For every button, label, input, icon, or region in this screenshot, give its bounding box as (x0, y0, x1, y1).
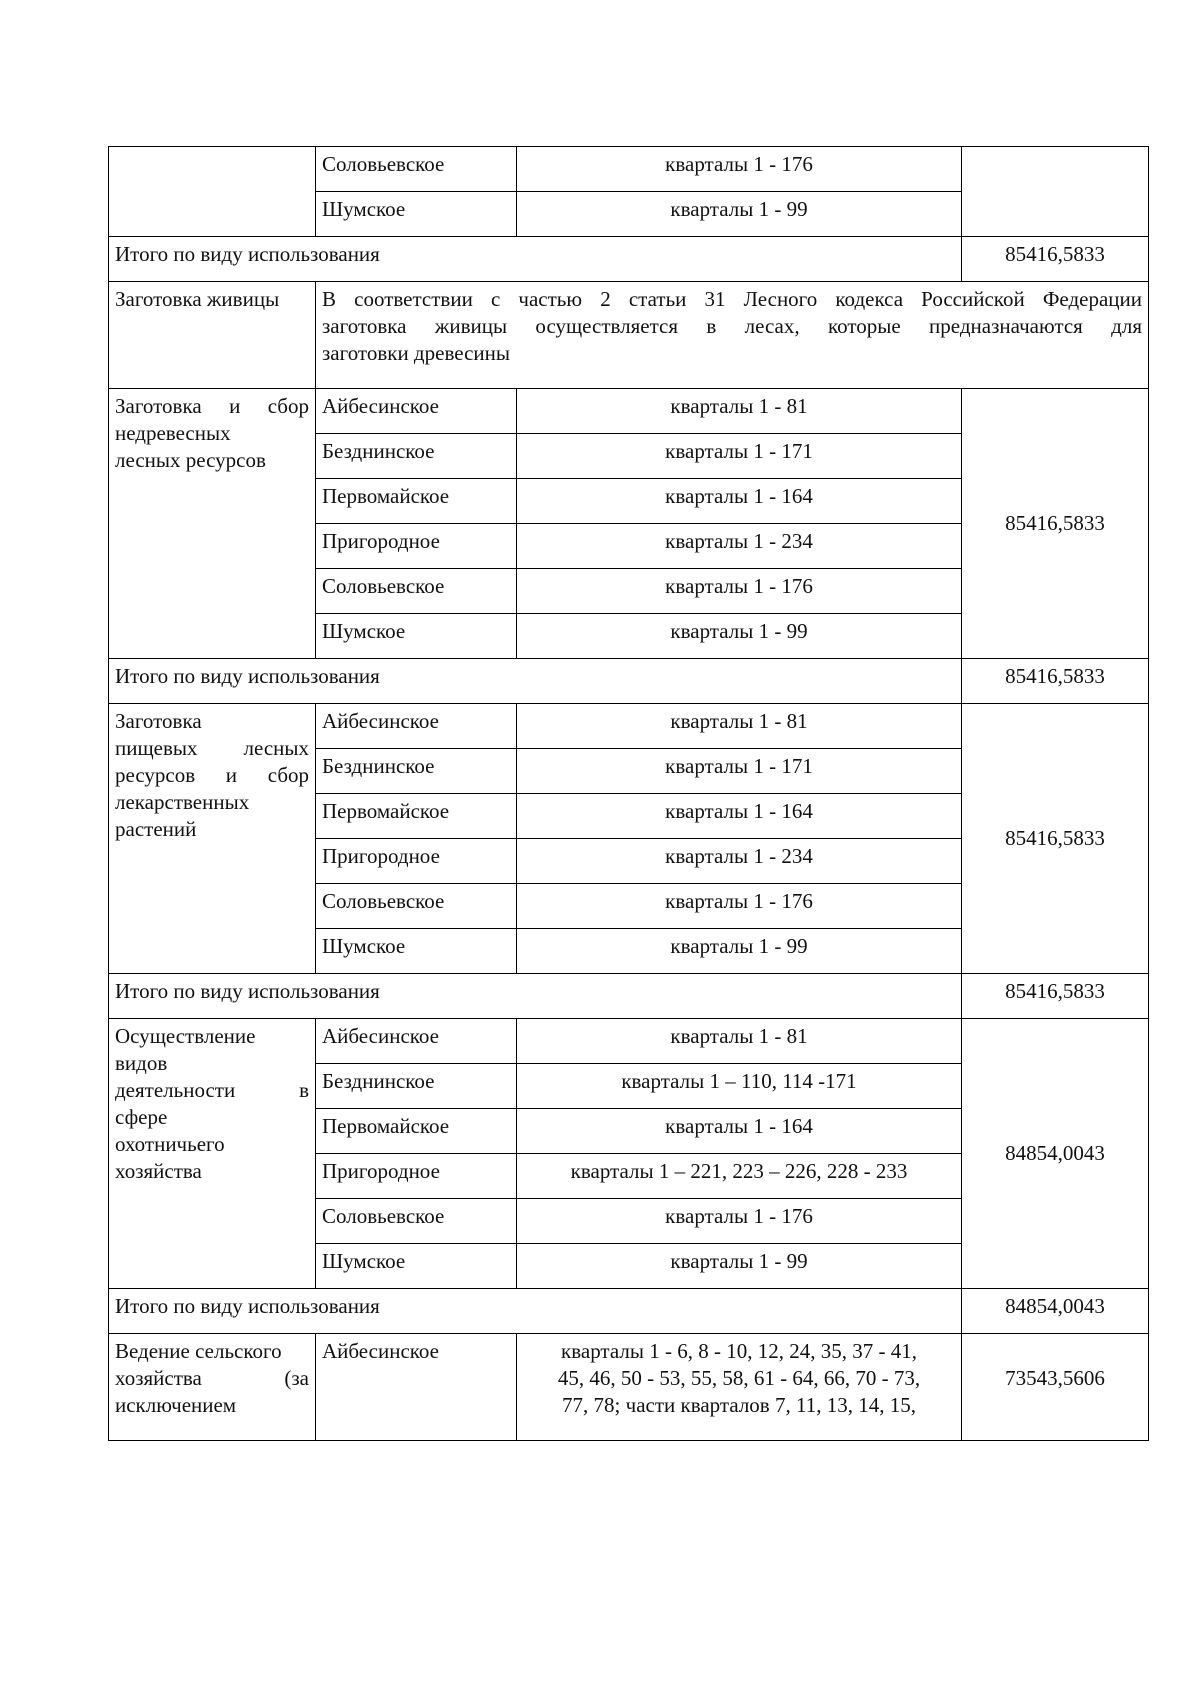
activity-line: деятельности в (115, 1078, 309, 1102)
total-value: 85416,5833 (962, 659, 1149, 704)
range-cell: кварталы 1 - 176 (517, 569, 962, 614)
activity-line: ресурсов и сбор (115, 763, 309, 787)
district-cell: Айбесинское (316, 1334, 517, 1441)
activity-line: Осуществление (115, 1024, 256, 1048)
district-cell: Пригородное (316, 839, 517, 884)
table-row (109, 1334, 1149, 1441)
activity-line: лекарственных (115, 790, 250, 814)
total-label: Итого по виду использования (109, 1289, 962, 1334)
range-cell: кварталы 1 - 99 (517, 1244, 962, 1289)
range-cell: кварталы 1 - 99 (517, 929, 962, 974)
area-cell: 85416,5833 (962, 704, 1149, 974)
total-row (109, 237, 1149, 282)
district-cell: Пригородное (316, 524, 517, 569)
range-cell: кварталы 1 – 110, 114 -171 (517, 1064, 962, 1109)
document-page (108, 146, 1148, 1441)
range-cell: кварталы 1 - 81 (517, 1019, 962, 1064)
activity-cell (109, 1019, 316, 1289)
range-line: кварталы 1 - 6, 8 - 10, 12, 24, 35, 37 - 41, (561, 1339, 917, 1363)
activity-line: растений (115, 817, 197, 841)
district-cell: Безднинское (316, 1064, 517, 1109)
table-row (109, 389, 1149, 434)
district-cell: Соловьевское (316, 147, 517, 192)
table-row (109, 147, 1149, 192)
area-cell: 84854,0043 (962, 1019, 1149, 1289)
range-cell: кварталы 1 - 171 (517, 434, 962, 479)
range-cell: кварталы 1 - 176 (517, 147, 962, 192)
area-cell: 85416,5833 (962, 389, 1149, 659)
activity-line: лесных ресурсов (115, 448, 266, 472)
range-cell: кварталы 1 - 99 (517, 614, 962, 659)
range-cell: кварталы 1 - 234 (517, 524, 962, 569)
range-cell: кварталы 1 - 81 (517, 389, 962, 434)
range-cell: кварталы 1 - 164 (517, 794, 962, 839)
district-cell: Первомайское (316, 794, 517, 839)
district-cell: Соловьевское (316, 884, 517, 929)
district-cell: Айбесинское (316, 704, 517, 749)
range-line: 45, 46, 50 - 53, 55, 58, 61 - 64, 66, 70 - 73, (557, 1366, 921, 1390)
note-cell (316, 282, 1149, 389)
district-cell: Безднинское (316, 434, 517, 479)
total-row (109, 974, 1149, 1019)
district-cell: Первомайское (316, 479, 517, 524)
district-cell: Пригородное (316, 1154, 517, 1199)
range-cell: кварталы 1 - 99 (517, 192, 962, 237)
range-cell: кварталы 1 - 176 (517, 884, 962, 929)
activity-line: хозяйства (за (115, 1366, 309, 1390)
total-value: 85416,5833 (962, 237, 1149, 282)
activity-cell-empty (109, 147, 316, 237)
activity-line: Заготовка и сбор (115, 394, 309, 418)
activity-line: Ведение сельского (115, 1339, 282, 1363)
total-value: 84854,0043 (962, 1289, 1149, 1334)
district-cell: Первомайское (316, 1109, 517, 1154)
total-label: Итого по виду использования (109, 974, 962, 1019)
activity-line: исключением (115, 1393, 237, 1417)
activity-line: пищевых лесных (115, 736, 309, 760)
total-row (109, 1289, 1149, 1334)
note-line: заготовка живицы осуществляется в лесах, которые предназначаются для (322, 314, 1142, 338)
activity-cell (109, 704, 316, 974)
range-cell: кварталы 1 - 81 (517, 704, 962, 749)
activity-line: Заготовка (115, 709, 202, 733)
note-line: заготовки древесины (322, 341, 510, 365)
district-cell: Айбесинское (316, 1019, 517, 1064)
range-cell: кварталы 1 - 164 (517, 479, 962, 524)
activity-line: охотничьего (115, 1132, 225, 1156)
area-cell-empty (962, 147, 1149, 237)
activity-cell (109, 389, 316, 659)
table-row (109, 282, 1149, 389)
district-cell: Соловьевское (316, 1199, 517, 1244)
area-cell: 73543,5606 (962, 1334, 1149, 1441)
activity-cell (109, 1334, 316, 1441)
activity-cell: Заготовка живицы (109, 282, 316, 389)
district-cell: Шумское (316, 614, 517, 659)
total-label: Итого по виду использования (109, 237, 962, 282)
total-value: 85416,5833 (962, 974, 1149, 1019)
total-label: Итого по виду использования (109, 659, 962, 704)
activity-line: сфере (115, 1105, 168, 1129)
range-cell: кварталы 1 - 164 (517, 1109, 962, 1154)
activity-line: недревесных (115, 421, 231, 445)
range-cell: кварталы 1 - 171 (517, 749, 962, 794)
district-cell: Соловьевское (316, 569, 517, 614)
district-cell: Шумское (316, 929, 517, 974)
activity-line: видов (115, 1051, 168, 1075)
note-line: В соответствии с частью 2 статьи 31 Лесного кодекса Российской Федерации (322, 287, 1142, 311)
activity-line: хозяйства (115, 1159, 202, 1183)
table-row (109, 1019, 1149, 1064)
total-row (109, 659, 1149, 704)
district-cell: Айбесинское (316, 389, 517, 434)
range-cell: кварталы 1 - 176 (517, 1199, 962, 1244)
district-cell: Безднинское (316, 749, 517, 794)
range-cell (517, 1334, 962, 1441)
table-row (109, 704, 1149, 749)
range-line: 77, 78; части кварталов 7, 11, 13, 14, 15, (562, 1393, 916, 1417)
district-cell: Шумское (316, 192, 517, 237)
range-cell: кварталы 1 – 221, 223 – 226, 228 - 233 (517, 1154, 962, 1199)
range-cell: кварталы 1 - 234 (517, 839, 962, 884)
district-cell: Шумское (316, 1244, 517, 1289)
forest-use-table (108, 146, 1149, 1441)
